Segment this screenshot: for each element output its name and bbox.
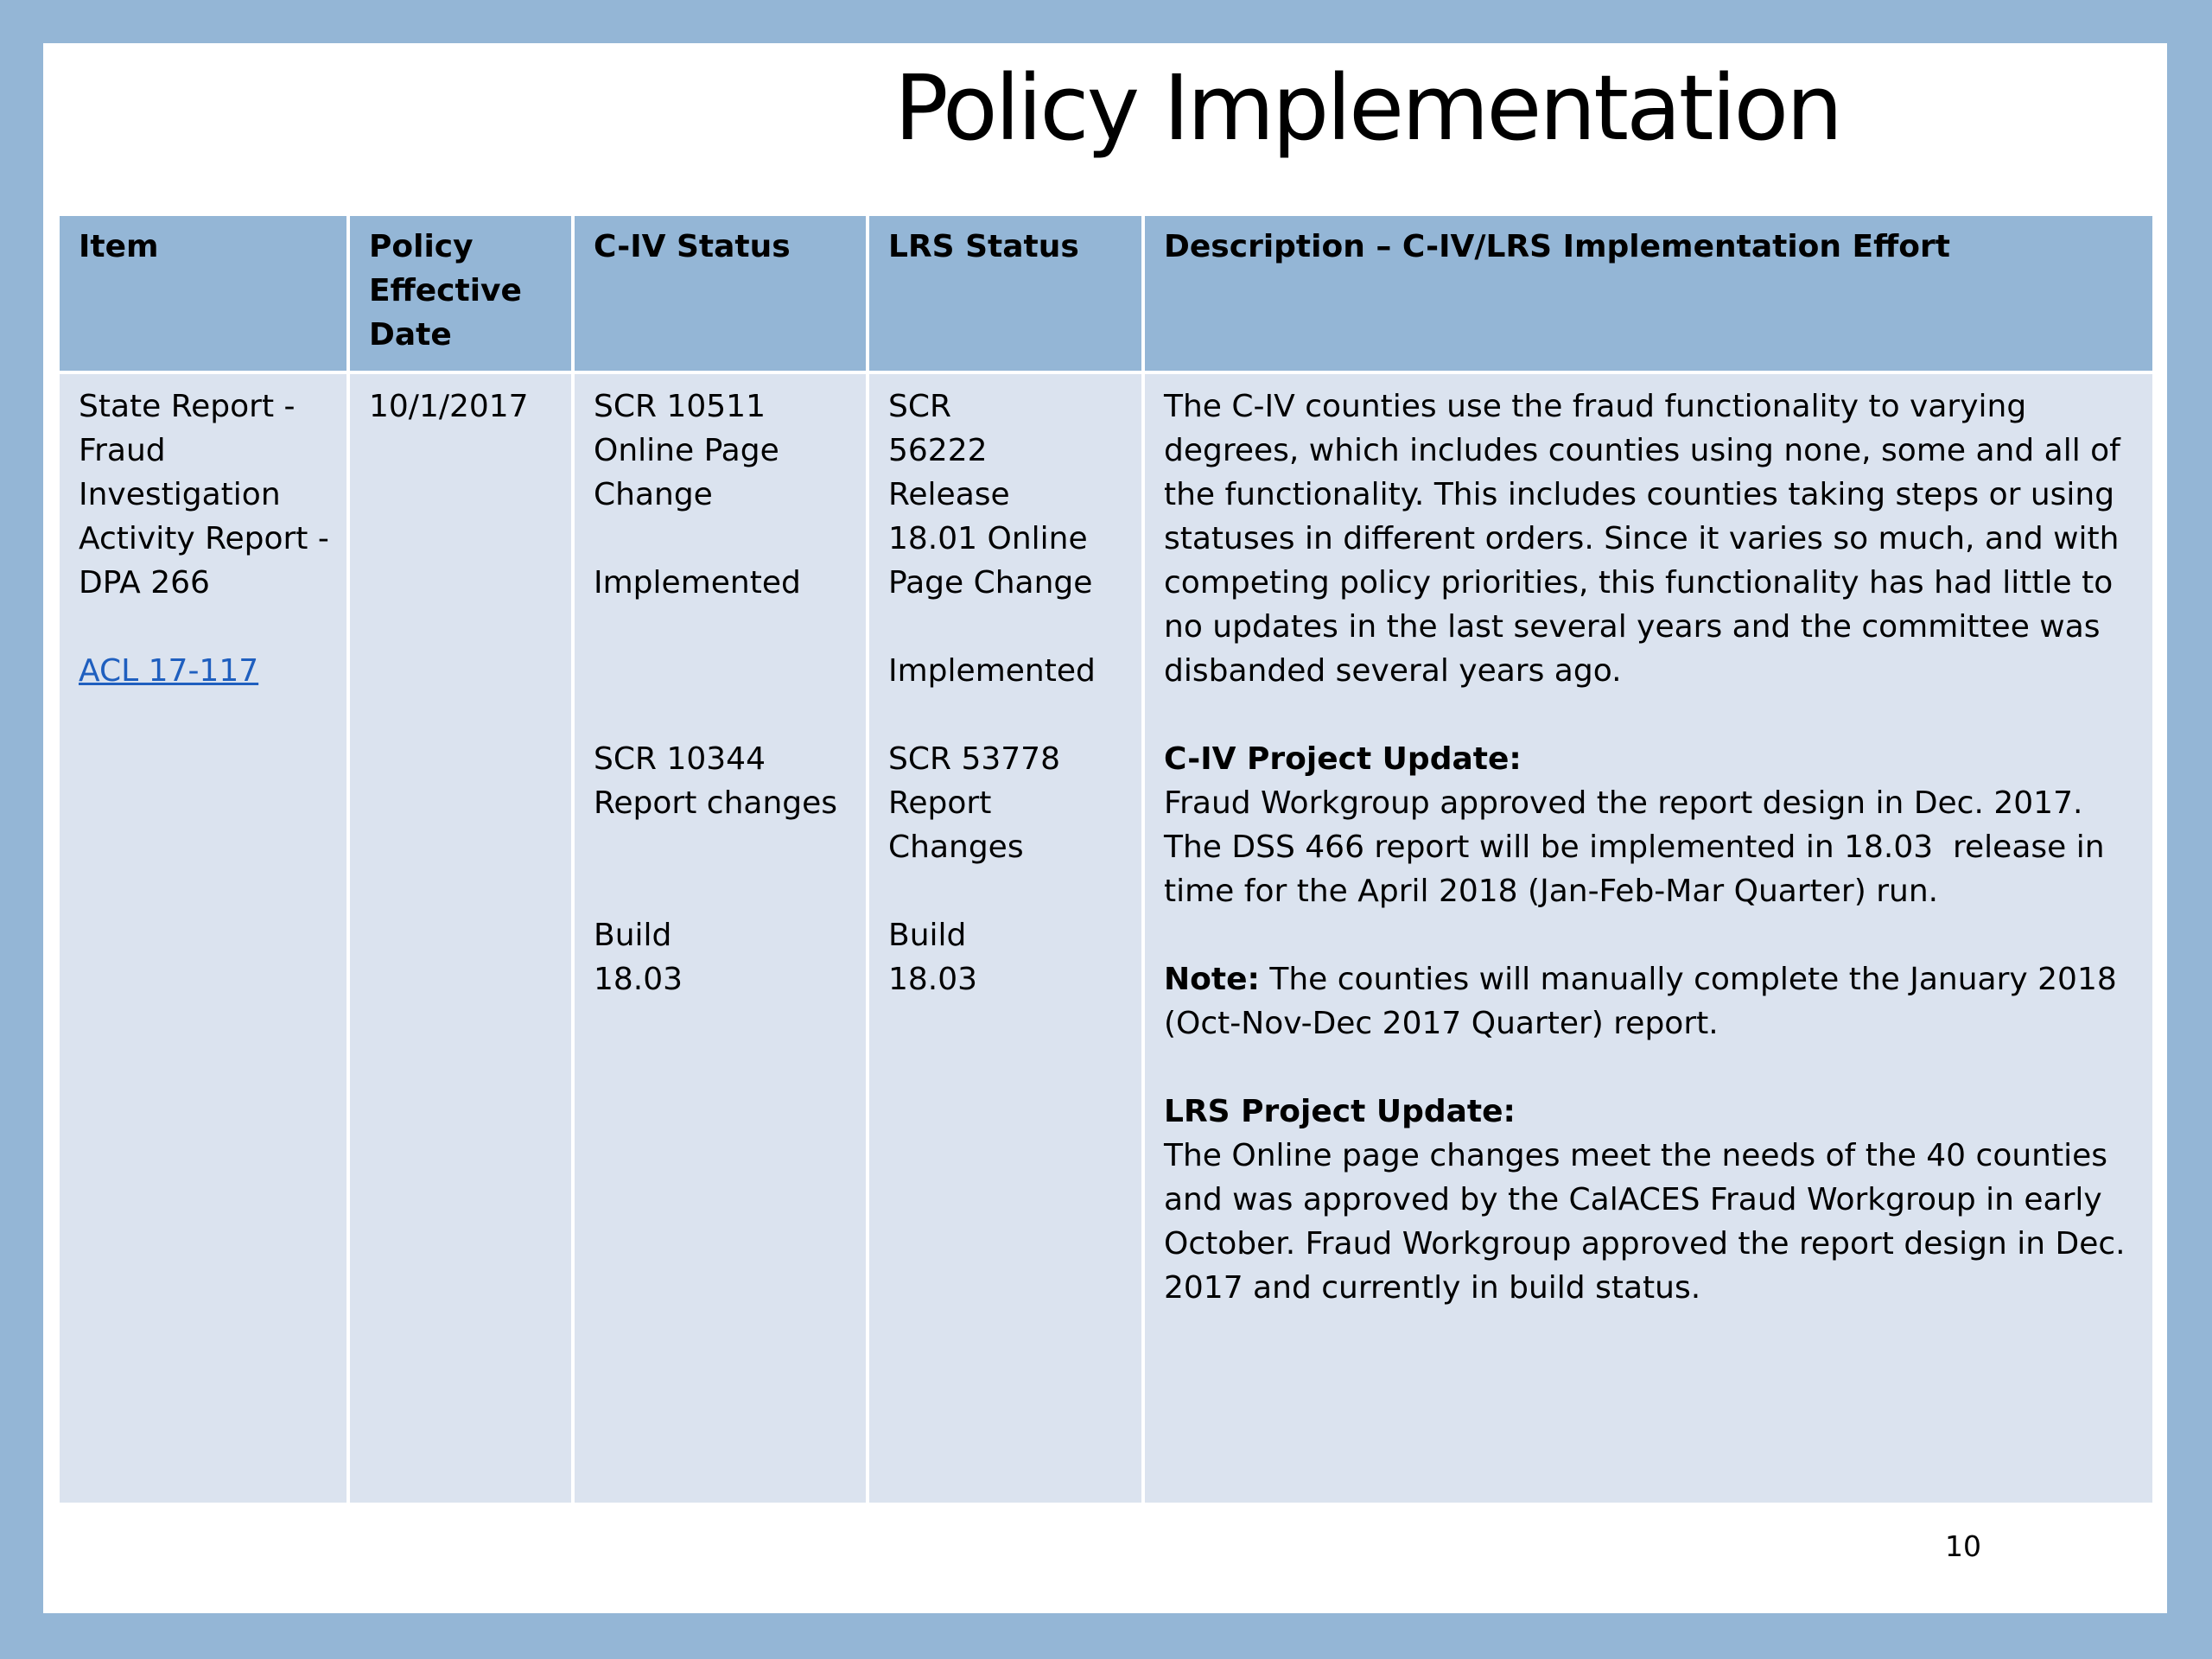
description-intro: The C-IV counties use the fraud functionality to varying degrees, which includes counties using none, some and all of the functionality. This includes counties taking steps or using statuses in different orders. Since it varies so much, and with competing policy priorities, this functionality has had little to no updates in the last several years and the committee was disbanded several years ago. xyxy=(1164,389,2131,689)
cell-item xyxy=(58,372,348,1504)
cell-description xyxy=(1143,372,2154,1504)
note-label: Note: xyxy=(1164,962,1260,997)
slide-number: 10 xyxy=(1945,1529,1981,1563)
header-lrs-status: LRS Status xyxy=(868,214,1143,372)
table-row xyxy=(58,372,2154,1504)
header-description: Description – C-IV/LRS Implementation Effort xyxy=(1143,214,2154,372)
header-civ-status: C-IV Status xyxy=(573,214,868,372)
civ-update-heading: C-IV Project Update: xyxy=(1164,741,1522,777)
header-policy-effective-date: Policy Effective Date xyxy=(348,214,573,372)
table-header-row xyxy=(58,214,2154,372)
note-text: The counties will manually complete the January 2018 (Oct-Nov-Dec 2017 Quarter) report. xyxy=(1164,962,2127,1041)
slide-title: Policy Implementation xyxy=(894,55,1841,161)
policy-table xyxy=(56,213,2156,1506)
cell-civ-status: SCR 10511 Online Page Change Implemented SCR 10344 Report changes Build 18.03 xyxy=(573,372,868,1504)
civ-update-text: Fraud Workgroup approved the report design in Dec. 2017. The DSS 466 report will be implemented in 18.03 release in time for the April 2018 (Jan-Feb-Mar Quarter) run. xyxy=(1164,785,2105,909)
header-item: Item xyxy=(58,214,348,372)
lrs-update-heading: LRS Project Update: xyxy=(1164,1094,1516,1129)
cell-lrs-status: SCR 56222 Release 18.01 Online Page Change Implemented SCR 53778 Report Changes Build 18.03 xyxy=(868,372,1143,1504)
lrs-update-text: The Online page changes meet the needs of the 40 counties and was approved by the CalACES Fraud Workgroup in early October. Fraud Workgroup approved the report design in Dec. 2017 and currently in build status. xyxy=(1164,1138,2136,1306)
slide xyxy=(43,43,2167,1613)
cell-policy-date: 10/1/2017 xyxy=(348,372,573,1504)
item-text: State Report - Fraud Investigation Activity Report - DPA 266 xyxy=(79,389,329,601)
acl-17-117-link[interactable]: ACL 17-117 xyxy=(79,653,259,689)
